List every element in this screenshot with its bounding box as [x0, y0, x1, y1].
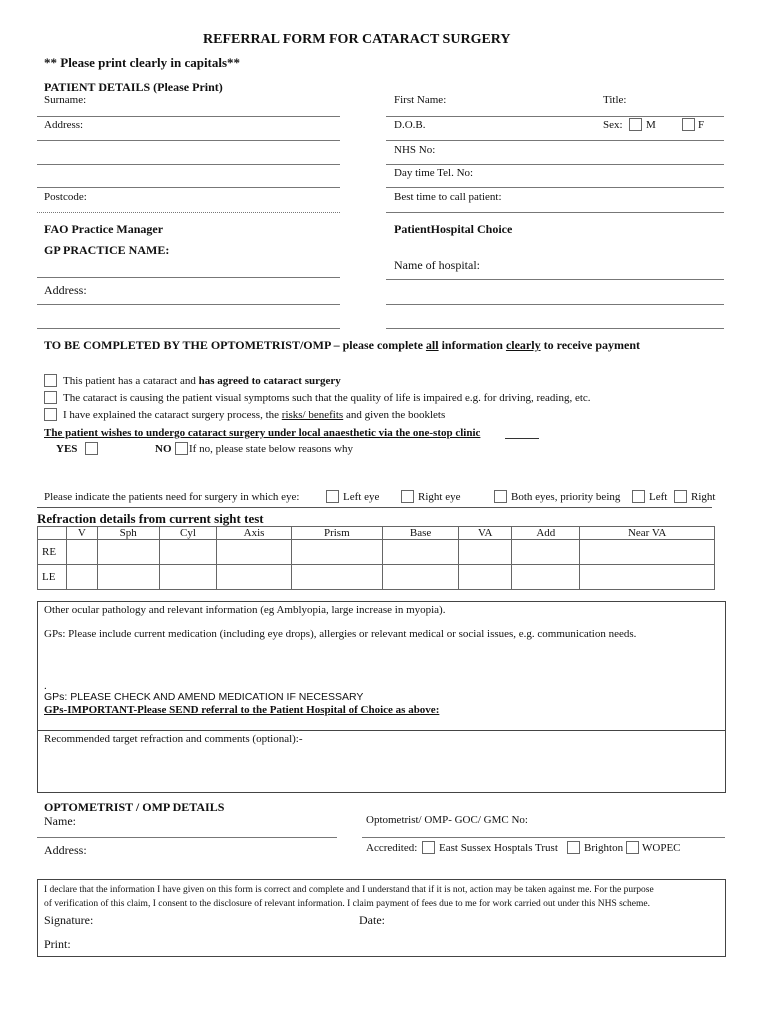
signature-label: Signature: [44, 913, 94, 927]
brighton-label: Brighton [584, 842, 624, 854]
right-eye-label: Right eye [418, 491, 461, 503]
col-header: Add [512, 527, 580, 540]
refraction-header-blank [38, 527, 67, 540]
hospital-name-label: Name of hospital: [394, 258, 480, 272]
col-header: Cyl [159, 527, 217, 540]
nhs-label: NHS No: [394, 144, 436, 156]
practice-address-line-2[interactable] [37, 328, 340, 329]
cataract-agreed-checkbox[interactable] [44, 374, 57, 387]
priority-left-label: Left [649, 491, 668, 503]
col-header: Prism [291, 527, 382, 540]
table-cell[interactable] [291, 540, 382, 565]
gp-practice-name-label: GP PRACTICE NAME: [44, 243, 170, 257]
omp-name-line[interactable] [37, 837, 337, 838]
priority-left-checkbox[interactable] [632, 490, 645, 503]
wopec-checkbox[interactable] [626, 841, 639, 854]
col-header: Sph [97, 527, 159, 540]
col-header: Axis [217, 527, 291, 540]
sex-f-checkbox[interactable] [682, 118, 695, 131]
row-label-re: RE [38, 540, 67, 565]
cataract-agreed-text [63, 375, 341, 387]
heading-mid: information [438, 338, 506, 352]
goc-line[interactable] [362, 837, 725, 838]
both-eyes-label: Both eyes, priority being [511, 491, 621, 503]
gp-important-text: GPs-IMPORTANT-Please SEND referral to the Patient Hospital of Choice as above: [44, 704, 440, 716]
refraction-table [37, 526, 715, 590]
east-sussex-checkbox[interactable] [422, 841, 435, 854]
table-cell[interactable] [67, 540, 98, 565]
check1-bold: has agreed to cataract surgery [198, 375, 341, 387]
first-name-line[interactable] [386, 116, 724, 117]
page-title: REFERRAL FORM FOR CATARACT SURGERY [203, 32, 511, 47]
table-cell[interactable] [459, 540, 512, 565]
address-label: Address: [44, 119, 84, 131]
omp-heading: OPTOMETRIST / OMP DETAILS [44, 800, 225, 814]
omp-name-label: Name: [44, 814, 76, 828]
col-header: VA [459, 527, 512, 540]
other-pathology-text: Other ocular pathology and relevant information (eg Amblyopia, large increase in myopia). [44, 604, 446, 616]
hospital-line-3[interactable] [386, 328, 724, 329]
refraction-heading: Refraction details from current sight test [37, 511, 264, 526]
check3-post: and given the booklets [343, 409, 446, 421]
explained-text [63, 409, 445, 421]
date-label: Date: [359, 913, 385, 927]
address-line-1[interactable] [37, 140, 340, 141]
dob-line[interactable] [386, 140, 724, 141]
yes-checkbox[interactable] [85, 442, 98, 455]
table-cell[interactable] [67, 565, 98, 590]
sex-m-label: M [646, 119, 656, 131]
wopec-label: WOPEC [642, 842, 681, 854]
goc-label: Optometrist/ OMP- GOC/ GMC No: [366, 814, 528, 826]
practice-address-line-1[interactable] [37, 304, 340, 305]
no-label: NO [155, 443, 172, 455]
yes-label: YES [56, 443, 78, 455]
postcode-line[interactable] [37, 212, 340, 213]
table-row-re [38, 540, 715, 565]
print-instruction: ** Please print clearly in capitals** [44, 55, 241, 70]
surname-label: Surname: [44, 94, 87, 106]
gp-name-line[interactable] [37, 277, 340, 278]
heading-clearly: clearly [505, 338, 541, 352]
no-checkbox[interactable] [175, 442, 188, 455]
table-cell[interactable] [459, 565, 512, 590]
heading-pre: TO BE COMPLETED BY THE OPTOMETRIST/OMP – please complete [44, 338, 426, 352]
col-header: Base [382, 527, 458, 540]
recommended-text: Recommended target refraction and comments (optional):- [44, 733, 303, 745]
table-cell[interactable] [580, 540, 715, 565]
address-line-3[interactable] [37, 187, 340, 188]
check3-underlined: risks/ benefits [281, 409, 344, 421]
priority-right-label: Right [691, 491, 716, 503]
hospital-choice-heading: PatientHospital Choice [394, 222, 513, 236]
left-eye-label: Left eye [343, 491, 380, 503]
no-reason-text: If no, please state below reasons why [189, 443, 354, 455]
pathology-dot: . [44, 680, 47, 692]
table-cell[interactable] [512, 565, 580, 590]
table-cell[interactable] [97, 565, 159, 590]
best-time-label: Best time to call patient: [394, 191, 502, 203]
table-cell[interactable] [97, 540, 159, 565]
declaration-line-1: I declare that the information I have given on this form is correct and complete and I understand that if it is not, action may be taken against me. For the purpose [44, 885, 654, 895]
omp-address-label: Address: [44, 843, 87, 857]
brighton-checkbox[interactable] [567, 841, 580, 854]
sex-m-checkbox[interactable] [629, 118, 642, 131]
symptoms-checkbox[interactable] [44, 391, 57, 404]
day-tel-label: Day time Tel. No: [394, 167, 474, 179]
nhs-line[interactable] [386, 164, 724, 165]
table-cell[interactable] [580, 565, 715, 590]
check1-pre: This patient has a cataract and [63, 375, 199, 387]
best-time-line[interactable] [386, 212, 724, 213]
optometrist-section-heading [44, 338, 640, 353]
wish-statement: The patient wishes to undergo cataract surgery under local anaesthetic via the one-stop clinic [44, 427, 481, 439]
patient-details-heading: PATIENT DETAILS (Please Print) [44, 80, 223, 94]
right-eye-checkbox[interactable] [401, 490, 414, 503]
table-cell[interactable] [159, 540, 217, 565]
heading-all: all [425, 338, 439, 352]
dob-label: D.O.B. [394, 119, 426, 131]
declaration-line-2: of verification of this claim, I consent to the disclosure of relevant information. I claim payment of fees due to me for work carried out under this NHS scheme. [44, 899, 650, 909]
heading-post: to receive payment [540, 338, 641, 352]
priority-right-checkbox[interactable] [674, 490, 687, 503]
table-cell[interactable] [382, 565, 458, 590]
title-label: Title: [603, 94, 627, 106]
table-cell[interactable] [291, 565, 382, 590]
explained-checkbox[interactable] [44, 408, 57, 421]
table-cell[interactable] [217, 540, 291, 565]
accredited-label: Accredited: [366, 842, 418, 854]
refraction-header-row [38, 527, 715, 540]
eye-question: Please indicate the patients need for surgery in which eye: [44, 491, 300, 503]
check3-pre: I have explained the cataract surgery process, the [63, 409, 282, 421]
pathology-divider [37, 730, 725, 731]
symptoms-text: The cataract is causing the patient visual symptoms such that the quality of life is impaired e.g. for driving, reading, etc. [63, 392, 591, 404]
hospital-line-2[interactable] [386, 304, 724, 305]
gp-check-text: GPs: PLEASE CHECK AND AMEND MEDICATION IF NECESSARY [44, 691, 364, 703]
surname-line[interactable] [37, 116, 340, 117]
row-label-le: LE [38, 565, 67, 590]
table-cell[interactable] [382, 540, 458, 565]
table-cell[interactable] [217, 565, 291, 590]
left-eye-checkbox[interactable] [326, 490, 339, 503]
both-eyes-checkbox[interactable] [494, 490, 507, 503]
table-cell[interactable] [159, 565, 217, 590]
practice-address-label: Address: [44, 283, 87, 297]
first-name-label: First Name: [394, 94, 447, 106]
col-header: Near VA [580, 527, 715, 540]
fao-practice-manager: FAO Practice Manager [44, 222, 164, 236]
wish-line [505, 438, 539, 439]
sex-f-label: F [698, 119, 705, 131]
print-label: Print: [44, 937, 71, 951]
table-cell[interactable] [512, 540, 580, 565]
hospital-name-line[interactable] [386, 279, 724, 280]
postcode-label: Postcode: [44, 191, 87, 203]
table-row-le [38, 565, 715, 590]
day-tel-line[interactable] [386, 187, 724, 188]
gp-medication-text: GPs: Please include current medication (including eye drops), allergies or relevant medical or social issues, e.g. communication needs. [44, 628, 637, 640]
address-line-2[interactable] [37, 164, 340, 165]
col-header: V [67, 527, 98, 540]
sex-label: Sex: [603, 119, 623, 131]
east-sussex-label: East Sussex Hosptals Trust [439, 842, 558, 854]
eye-separator [37, 507, 712, 508]
